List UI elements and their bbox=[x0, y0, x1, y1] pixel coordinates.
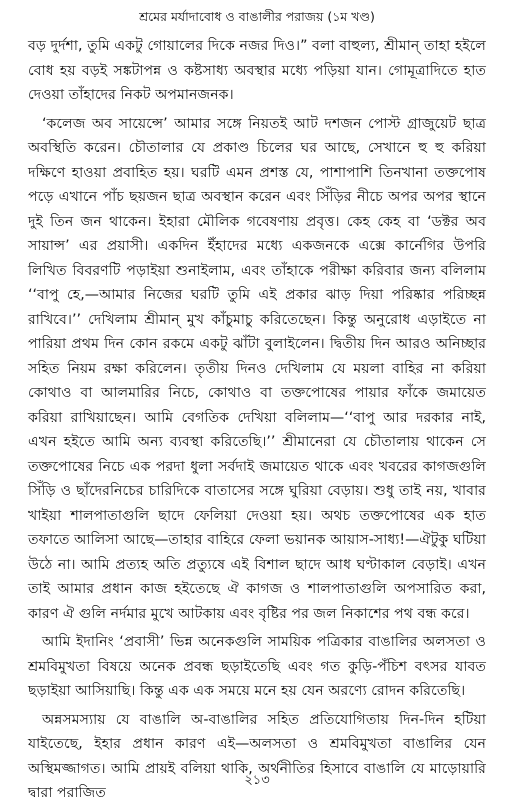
paragraph-prabasi: আমি ইদানিং ‘প্রবাসী’ ভিন্ন অনেকগুলি সাময়িক পত্রিকার বাঙালির অলসতা ও শ্রমবিমুখতা বিষয়ে অনেক প্রবন্ধ ছড়াইতেছি এবং গত কুড়ি-পঁচিশ বৎসর যাবত ছড়াইয়া আসিয়াছি। কিন্তু এক এক সময়ে মনে হয় যেন অরণ্যে রোদন করিতেছি। bbox=[28, 634, 486, 699]
running-header: শ্রমের মর্যাদাবোধ ও বাঙালীর পরাজয় (১ম খণ্ড) bbox=[139, 9, 375, 24]
body-text bbox=[28, 34, 486, 806]
page-number: ২১৩ bbox=[244, 773, 270, 788]
paragraph-college-of-science: ‘কলেজ অব সায়েন্সে’ আমার সঙ্গে নিয়তই আট দশজন পোস্ট গ্রাজুয়েট ছাত্র অবস্থিতি করেন। চৌতালার যে প্রকাণ্ড চিলের ঘর আছে, সেখানে হু হু করিয়া দক্ষিণে হাওয়া প্রবাহিত হয়। ঘরটি এমন প্রশস্ত যে, পাশাপাশি তিনখানা তক্তপোষ পড়ে এখানে পাঁচ ছয়জন ছাত্র অবস্থান করেন এবং সিঁড়ির নীচে অপর অপর স্থানে দুই তিন জন থাকেন। ইহারা মৌলিক গবেষণায় প্রবৃত্ত। কেহ কেহ বা ‘ডক্টর অব সায়ান্স’ এর প্রয়াসী। একদিন ইঁহাদের মধ্যে একজনকে এক্সে কার্নেগির উপরি লিখিত বিবরণটি পড়াইয়া শুনাইলাম, এবং তাঁহাকে পরীক্ষা করিবার জন্য বলিলাম ‘‘বাপু হে,—আমার নিজের ঘরটি তুমি এই প্রকার ঝাড় দিয়া পরিষ্কার পরিচ্ছন্ন রাখিবে।’’ দেখিলাম শ্রীমান্ মুখ কাঁচুমাচু করিতেছেন। কিন্তু অনুরোধ এড়াইতে না পারিয়া প্রথম দিন কোন রকমে একটু ঝাঁটা বুলাইলেন। দ্বিতীয় দিন আরও অনিচ্ছার সহিত নিয়ম রক্ষা করিলেন। তৃতীয় দিনও দেখিলাম যে ময়লা বাহির না করিয়া কোথাও বা আলমারির নিচে, কোথাও বা তক্তপোষের পায়ার ফাঁকে জমায়েত করিয়া রাখিয়াছেন। আমি বেগতিক দেখিয়া বলিলাম—‘‘বাপু আর দরকার নাই, এখন হইতে আমি অন্য ব্যবস্থা করিতেছি।’’ শ্রীমানেরা যে চৌতালায় থাকেন সে তক্তপোষের নিচে এক পরদা ধুলা সর্বদাই জমায়েত থাকে এবং খবরের কাগজগুলি সিঁড়ি ও ছাঁদেরনিচের চারিদিকে বাতাসের সঙ্গে ঘুরিয়া বেড়ায়। শুধু তাই নয়, খাবার খাইয়া শালপাতাগুলি ছাদে ফেলিয়া দেওয়া হয়। অথচ তক্তপোষের এক হাত তফাতে আলিসা আছে—তাহার বাহিরে ফেলা ভয়ানক আয়াস-সাধ্য!—ঐটুকু ঘটিয়া উঠে না। আমি প্রত্যহ অতি প্রত্যুষে এই বিশাল ছাদে আধ ঘণ্টাকাল বেড়াই। এখন তাই আমার প্রধান কাজ হইতেছে ঐ কাগজ ও শালপাতাগুলি অপসারিত করা, কারণ ঐ গুলি নর্দমার মুখে আটকায় এবং বৃষ্টির পর জল নিকাশের পথ বন্ধ করে। bbox=[28, 115, 486, 622]
paragraph-continuation: বড় দুর্দশা, তুমি একটু গোয়ালের দিকে নজর দিও।” বলা বাহুল্য, শ্রীমান্ তাহা হইলে বোধ হয় বড়ই সঙ্কটাপন্ন ও কষ্টসাধ্য অবস্থার মধ্যে পড়িয়া যান। গোমূত্রাদিতে হাত দেওয়া তাঁহাদের নিকট অপমানজনক। bbox=[28, 38, 486, 103]
paragraph-food-problem: অন্নসমস্যায় যে বাঙালি অ-বাঙালির সহিত প্রতিযোগিতায় দিন-দিন হটিয়া যাইতেছে, ইহার প্রধান কারণ এই—অলসতা ও শ্রমবিমুখতা বাঙালির যেন অস্থিমজ্জাগত। আমি প্রায়ই বলিয়া থাকি, অর্থনীতির হিসাবে বাঙালি যে মাড়োয়ারি দ্বারা পরাজিত bbox=[28, 711, 486, 801]
